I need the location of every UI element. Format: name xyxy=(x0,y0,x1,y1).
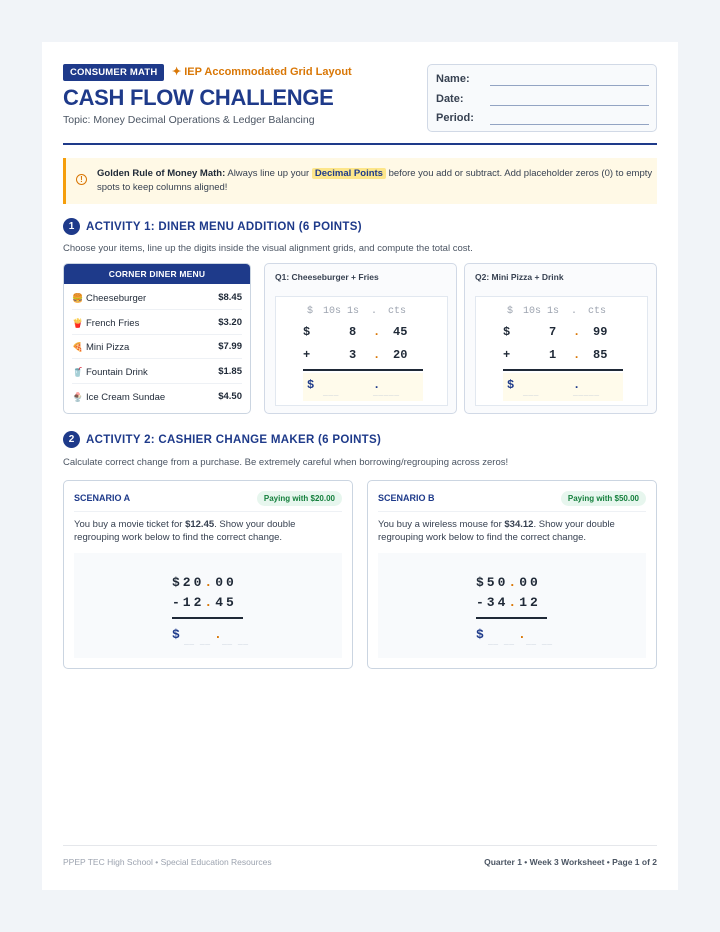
answer-box[interactable] xyxy=(303,373,423,401)
drink-icon: 🥤 xyxy=(72,367,84,377)
answer-decimal: . xyxy=(573,378,581,392)
row-2-cents: 85 xyxy=(593,348,608,362)
row-1-cents: 45 xyxy=(393,325,408,339)
golden-rule-callout xyxy=(63,158,657,204)
answer-dollar: $ xyxy=(307,378,315,392)
activity-2-title: ACTIVITY 2: CASHIER CHANGE MAKER (6 POINTS) xyxy=(86,434,382,446)
footer-school: PPEP TEC High School • Special Education Resources xyxy=(63,857,272,867)
question-2-label: Q2: Mini Pizza + Drink xyxy=(475,272,564,282)
subtrahend-cents: 12 xyxy=(519,595,541,610)
dollar-column: $ xyxy=(307,306,314,317)
menu-item xyxy=(72,335,242,359)
iep-label xyxy=(172,65,352,79)
answer-cents-blank[interactable]: __ __ xyxy=(222,638,249,647)
iep-label-text: IEP Accommodated Grid Layout xyxy=(184,66,352,78)
difference-line xyxy=(172,617,243,619)
date-label: Date: xyxy=(436,93,464,105)
menu-item-name: Fountain Drink xyxy=(86,367,148,378)
row-1-sign: $ xyxy=(503,325,511,339)
sundae-icon: 🍨 xyxy=(72,392,84,402)
answer-cents-blank[interactable]: _____ xyxy=(573,389,600,398)
answer-dollar: $ xyxy=(507,378,515,392)
minuend-row xyxy=(172,575,237,590)
student-info-box xyxy=(427,64,657,132)
question-2-card xyxy=(464,263,657,414)
menu-title: CORNER DINER MENU xyxy=(64,264,250,284)
sparkle-icon: ✦ xyxy=(172,66,182,78)
activity-1-description: Choose your items, line up the digits inside the visual alignment grids, and compute the total cost. xyxy=(63,243,473,254)
subtrahend-decimal: . xyxy=(508,595,520,610)
row-2-whole: 3 xyxy=(349,348,357,362)
menu-item-price: $1.85 xyxy=(218,366,242,377)
footer-divider xyxy=(63,845,657,846)
worksheet-page xyxy=(42,42,678,890)
scenario-b-title: SCENARIO B xyxy=(378,493,435,503)
answer-cents-blank[interactable]: _____ xyxy=(373,389,400,398)
decimal-column: . xyxy=(371,306,378,317)
name-label: Name: xyxy=(436,73,470,85)
menu-item-price: $8.45 xyxy=(218,292,242,303)
subtrahend-row xyxy=(172,595,237,610)
ones-column: 1s xyxy=(347,306,360,317)
topic-line: Topic: Money Decimal Operations & Ledger Balancing xyxy=(63,114,315,126)
purchase-amount: $34.12 xyxy=(504,519,534,530)
dollar-column: $ xyxy=(507,306,514,317)
minuend-whole: $50 xyxy=(476,575,509,590)
answer-cents-blank[interactable]: __ __ xyxy=(526,638,553,647)
menu-item xyxy=(72,311,242,335)
minuend-row xyxy=(476,575,541,590)
period-field[interactable] xyxy=(490,124,649,125)
answer-decimal: . xyxy=(214,627,222,642)
subtrahend-row xyxy=(476,595,541,610)
answer-decimal: . xyxy=(373,378,381,392)
minuend-decimal: . xyxy=(508,575,520,590)
scenario-b-text xyxy=(378,518,644,544)
menu-item-price: $4.50 xyxy=(218,391,242,402)
activity-2-description: Calculate correct change from a purchase. Be extremely careful when borrowing/regrouping across zeros! xyxy=(63,457,509,468)
minuend-whole: $20 xyxy=(172,575,205,590)
scenario-text-after: . Show your double regrouping work below to find the correct change. xyxy=(378,519,615,543)
cents-column: cts xyxy=(388,306,407,317)
sum-line xyxy=(503,369,623,371)
payment-badge: Paying with $50.00 xyxy=(561,491,646,506)
scenario-text-after: . Show your double regrouping work below to find the correct change. xyxy=(74,519,296,543)
period-label: Period: xyxy=(436,112,474,124)
diner-menu-card xyxy=(63,263,251,414)
scenario-b-card xyxy=(367,480,657,669)
regrouping-work-area[interactable] xyxy=(378,553,646,658)
answer-decimal: . xyxy=(518,627,526,642)
row-2-decimal: . xyxy=(573,348,581,362)
pizza-icon: 🍕 xyxy=(72,342,84,352)
cents-column: cts xyxy=(588,306,607,317)
row-2-decimal: . xyxy=(373,348,381,362)
scenario-a-card xyxy=(63,480,353,669)
decimal-points-highlight: Decimal Points xyxy=(312,168,386,179)
answer-whole-blank[interactable]: ___ xyxy=(323,389,339,398)
card-divider xyxy=(378,511,646,512)
activity-1-number: 1 xyxy=(63,218,80,235)
sum-line xyxy=(303,369,423,371)
menu-item-price: $3.20 xyxy=(218,317,242,328)
menu-item xyxy=(72,360,242,384)
answer-whole-blank[interactable]: __ __ xyxy=(488,638,515,647)
answer-whole-blank[interactable]: ___ xyxy=(523,389,539,398)
purchase-amount: $12.45 xyxy=(185,519,215,530)
row-2-sign: + xyxy=(303,348,311,362)
menu-item-name: Mini Pizza xyxy=(86,342,130,353)
row-1-whole: 7 xyxy=(549,325,557,339)
golden-rule-text xyxy=(97,167,653,195)
subtrahend-whole: -34 xyxy=(476,595,509,610)
decimal-column: . xyxy=(571,306,578,317)
answer-box[interactable] xyxy=(503,373,623,401)
row-1-cents: 99 xyxy=(593,325,608,339)
answer-whole-blank[interactable]: __ __ xyxy=(184,638,211,647)
golden-rule-after: before you add or subtract. Add placeholder zeros (0) to empty spots to keep columns aligned! xyxy=(97,168,653,193)
activity-1-title: ACTIVITY 1: DINER MENU ADDITION (6 POINTS) xyxy=(86,221,362,233)
subtrahend-cents: 45 xyxy=(215,595,237,610)
difference-line xyxy=(476,617,547,619)
header-divider xyxy=(63,143,657,145)
regrouping-work-area[interactable] xyxy=(74,553,342,658)
menu-item-name: Ice Cream Sundae xyxy=(86,392,166,403)
alignment-grid xyxy=(475,296,648,406)
question-1-label: Q1: Cheeseburger + Fries xyxy=(275,272,379,282)
ones-column: 1s xyxy=(547,306,560,317)
row-2-cents: 20 xyxy=(393,348,408,362)
activity-2-number: 2 xyxy=(63,431,80,448)
menu-item xyxy=(72,385,242,409)
row-1-decimal: . xyxy=(573,325,581,339)
footer-page-info: Quarter 1 • Week 3 Worksheet • Page 1 of 2 xyxy=(484,857,657,867)
scenario-text-before: You buy a wireless mouse for xyxy=(378,519,505,530)
golden-rule-before: Always line up your xyxy=(225,168,312,179)
subject-badge: CONSUMER MATH xyxy=(63,64,164,81)
fries-icon: 🍟 xyxy=(72,318,84,328)
menu-item-name: French Fries xyxy=(86,318,140,329)
question-1-card xyxy=(264,263,457,414)
scenario-a-title: SCENARIO A xyxy=(74,493,131,503)
scenario-a-text xyxy=(74,518,340,544)
minuend-decimal: . xyxy=(204,575,216,590)
menu-item xyxy=(72,286,242,310)
golden-rule-lead: Golden Rule of Money Math: xyxy=(97,168,226,179)
scenario-text-before: You buy a movie ticket for xyxy=(74,519,186,530)
date-field[interactable] xyxy=(490,105,649,106)
tens-column: 10s xyxy=(523,306,542,317)
subtrahend-decimal: . xyxy=(204,595,216,610)
card-divider xyxy=(74,511,342,512)
menu-item-name: Cheeseburger xyxy=(86,293,147,304)
payment-badge: Paying with $20.00 xyxy=(257,491,342,506)
page-title: CASH FLOW CHALLENGE xyxy=(63,85,334,110)
row-2-whole: 1 xyxy=(549,348,557,362)
row-1-decimal: . xyxy=(373,325,381,339)
row-2-sign: + xyxy=(503,348,511,362)
info-icon: ! xyxy=(76,174,87,185)
name-field[interactable] xyxy=(490,85,649,86)
row-1-sign: $ xyxy=(303,325,311,339)
row-1-whole: 8 xyxy=(349,325,357,339)
answer-dollar: $ xyxy=(172,627,180,642)
subtrahend-whole: -12 xyxy=(172,595,205,610)
alignment-grid xyxy=(275,296,448,406)
minuend-cents: 00 xyxy=(215,575,237,590)
minuend-cents: 00 xyxy=(519,575,541,590)
menu-item-price: $7.99 xyxy=(218,341,242,352)
tens-column: 10s xyxy=(323,306,342,317)
burger-icon: 🍔 xyxy=(72,293,84,303)
answer-dollar: $ xyxy=(476,627,484,642)
